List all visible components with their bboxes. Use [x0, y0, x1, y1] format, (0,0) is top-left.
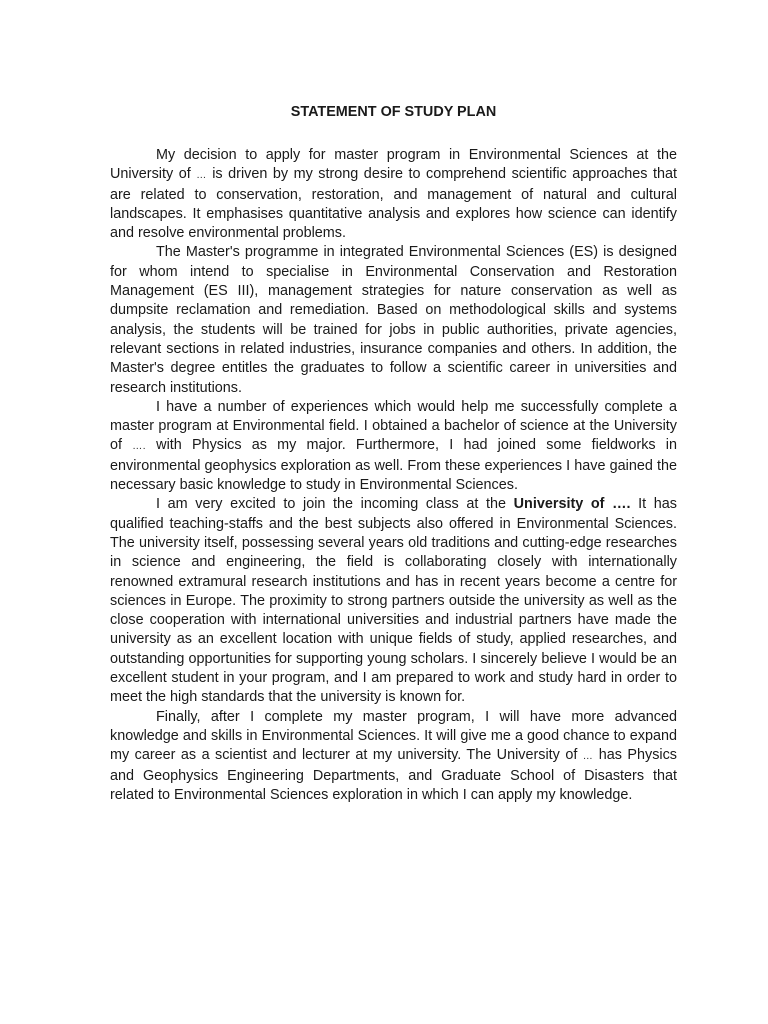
paragraph-3 [110, 398, 677, 495]
paragraph-2-text: The Master's programme in integrated Environmental Sciences (ES) is designed for whom intend to specialise in Environmental Conservation and Restoration Management (ES III), management strategies for nature conservation as well as dumpsite reclamation and remediation. Based on methodological skills and systems analysis, the students will be trained for jobs in public authorities, private agencies, relevant sections in related industries, insurance companies and others. In addition, the Master's degree entitles the graduates to follow a scientific career in universities and research institutions. [110, 244, 677, 396]
paragraph-5 [110, 708, 677, 805]
paragraph-3-text-a: I have a number of experiences which would help me successfully complete a master program at Environmental field. I obtained a bachelor of science at the University of [110, 398, 677, 454]
paragraph-1-text-a: My decision to apply for master program in Environmental Sciences at the University of [110, 147, 677, 183]
paragraph-4-text-b: It has qualified teaching-staffs and the best subjects also offered in Environmental Sciences. The university itself, possessing several years old traditions and cutting-edge researches in science and engineering, the field is collaborating closely with internationally renowned extramural research institutions and has in recent years become a centre for sciences in Europe. The proximity to strong partners outside the university as well as the close cooperation with international universities and industrial partners have made the university as an excellent location with unique fields of study, applied researches, and outstanding opportunities for supporting young scholars. I sincerely believe I would be an excellent student in your program, and I am prepared to work and study hard in order to meet the high standards that the university is known for. [110, 496, 678, 706]
paragraph-1-text-b: is driven by my strong desire to comprehend scientific approaches that are related to conservation, restoration, and management of natural and cultural landscapes. It emphasises quantitative analysis and explores how science can identify and resolve environmental problems. [110, 166, 677, 242]
paragraph-3-text-b: with Physics as my major. Furthermore, I had joined some fieldworks in environmental geophysics exploration as well. From these experiences I have gained the necessary basic knowledge to study in Environmental Sciences. [110, 437, 678, 494]
paragraph-1-ellipsis: … [196, 170, 207, 182]
paragraph-4-bold-university: University of …. [513, 496, 631, 513]
paragraph-5-ellipsis: … [582, 751, 594, 763]
paragraph-2 [110, 243, 677, 397]
paragraph-5-text-b: has Physics and Geophysics Engineering Departments, and Graduate School of Disasters that related to Environmental Sciences exploration in which I can apply my knowledge. [110, 747, 678, 803]
paragraph-1 [110, 146, 677, 243]
document-title: STATEMENT OF STUDY PLAN [290, 104, 497, 120]
paragraph-3-ellipsis: …. [132, 441, 146, 453]
paragraph-5-text-a: Finally, after I complete my master program, I will have more advanced knowledge and skills in Environmental Sciences. It will give me a good chance to expand my career as a scientist and lecturer at my university. The University of [110, 708, 677, 764]
paragraph-4-text-a: I am very excited to join the incoming class at the [156, 496, 514, 513]
paragraph-4 [110, 495, 677, 707]
document-body [110, 103, 677, 805]
